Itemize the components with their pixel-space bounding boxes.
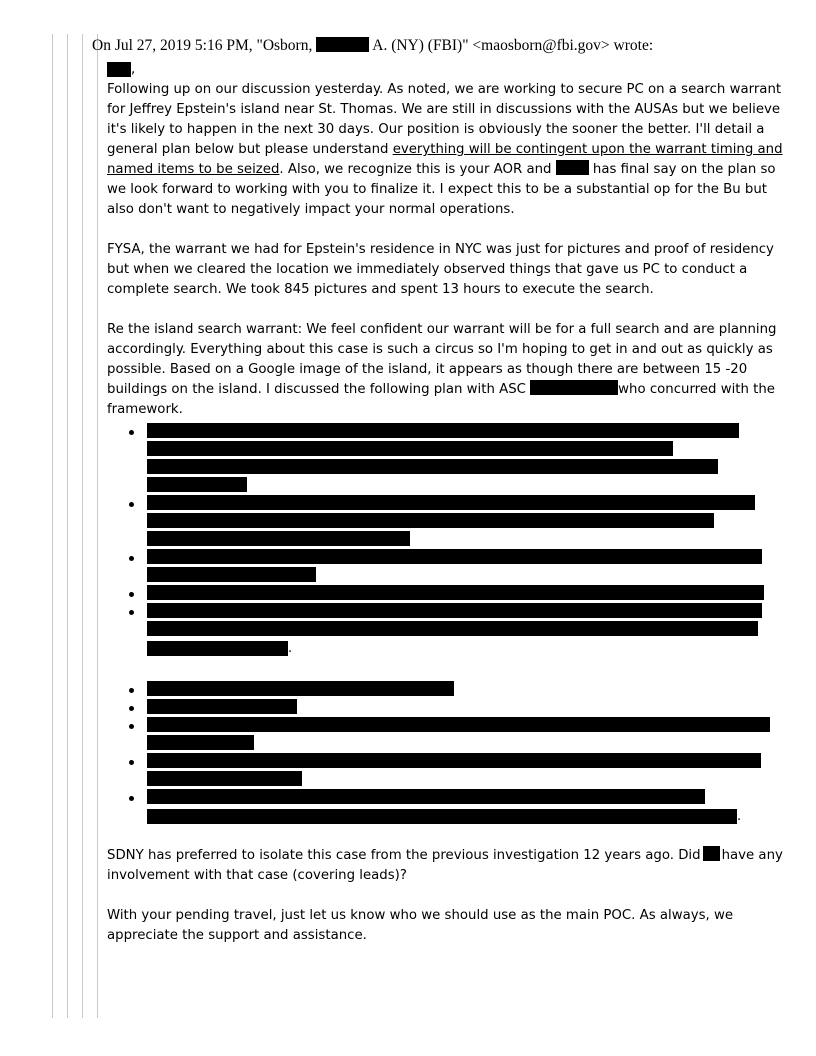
quoted-email-header	[92, 36, 792, 56]
quote-border-line	[52, 34, 53, 1018]
paragraph-2: FYSA, the warrant we had for Epstein's residence in NYC was just for pictures and proof of residency but when we cleared the location we immediately observed things that gave us PC to conduct a complete search. We took 845 pictures and spent 13 hours to execute the search.	[107, 242, 774, 297]
redaction-bar	[147, 459, 718, 474]
email-body	[107, 60, 787, 966]
redaction-bar	[147, 495, 755, 510]
underlined-text: everything will be contingent upon the warrant timing and named items to be seized	[107, 142, 783, 177]
redaction-bar	[147, 477, 247, 492]
redaction-bar	[147, 753, 761, 768]
quote-border-line	[97, 34, 98, 1018]
paragraph-text: who concurred with the framework.	[107, 382, 775, 417]
header-intro: On Jul 27, 2019 5:16 PM, "Osborn,	[92, 37, 313, 54]
redaction-block	[107, 62, 131, 77]
trailing-period: .	[737, 809, 742, 824]
paragraph-text: Following up on our discussion yesterday. As noted, we are working to secure PC on a search warrant for Jeffrey Epstein's island near St. Thomas. We are still in discussions with the AUSAs but we believe it's likely to happen in the next 30 days. Our position is obviously the sooner the better. I'll detail a general plan below but please understand	[107, 82, 782, 157]
redaction-bar	[147, 423, 739, 438]
redaction-bar	[147, 513, 714, 528]
quote-border-line	[67, 34, 68, 1018]
redaction-bar	[147, 735, 254, 750]
salutation-comma: ,	[131, 62, 136, 77]
quote-border-line	[82, 34, 83, 1018]
redaction-bar	[147, 567, 316, 582]
list-item	[147, 549, 787, 582]
redaction-bar	[147, 585, 764, 600]
redaction-bar	[147, 809, 737, 824]
list-item	[147, 585, 787, 600]
redaction-bar	[147, 699, 297, 714]
paragraph-text: SDNY has preferred to isolate this case from the previous investigation 12 years ago. Did	[107, 848, 701, 863]
redaction-bar	[147, 531, 410, 546]
paragraph-text: Re the island search warrant: We feel confident our warrant will be for a full search and are planning accordingly. Everything about this case is such a circus so I'm hoping to get in and out as quickly as possible. Based on a Google image of the island, it appears as though there are between 15 -20 buildings on the island. I discussed the following plan with ASC	[107, 322, 777, 397]
paragraph-3	[107, 320, 787, 420]
paragraph-text: have any involvement with that case (covering leads)?	[107, 848, 783, 883]
paragraph-1	[107, 80, 787, 220]
redaction-bar	[147, 717, 770, 732]
redaction-bar	[147, 603, 762, 618]
redacted-plan-list	[147, 423, 787, 658]
redacted-plan-list	[147, 681, 787, 826]
list-item	[147, 699, 787, 714]
paragraph-text: . Also, we recognize this is your AOR and	[279, 162, 556, 177]
salutation	[107, 60, 787, 80]
redaction-bar	[147, 621, 758, 636]
redaction-bar	[147, 549, 762, 564]
header-rest: A. (NY) (FBI)" <maosborn@fbi.gov> wrote:	[372, 37, 654, 54]
paragraph-4	[107, 846, 787, 886]
list-item	[147, 423, 787, 492]
list-item	[147, 789, 787, 826]
redaction-bar	[147, 681, 454, 696]
redaction-block	[703, 846, 720, 861]
list-item	[147, 717, 787, 750]
redaction-bar	[147, 771, 302, 786]
trailing-period: .	[288, 641, 293, 656]
list-item	[147, 603, 787, 658]
redaction-bar	[147, 789, 705, 804]
list-item	[147, 681, 787, 696]
list-item	[147, 753, 787, 786]
redaction-bar	[147, 441, 673, 456]
paragraph-5: With your pending travel, just let us know who we should use as the main POC. As always, we appreciate the support and assistance.	[107, 908, 734, 943]
redaction-bar	[147, 641, 288, 656]
list-item	[147, 495, 787, 546]
redaction-block	[316, 37, 369, 52]
paragraph-text: has final say on the plan so we look forward to working with you to finalize it. I expect this to be a substantial op for the Bu but also don't want to negatively impact your normal operations.	[107, 162, 776, 217]
redaction-block	[556, 160, 589, 175]
redaction-block	[530, 380, 618, 395]
